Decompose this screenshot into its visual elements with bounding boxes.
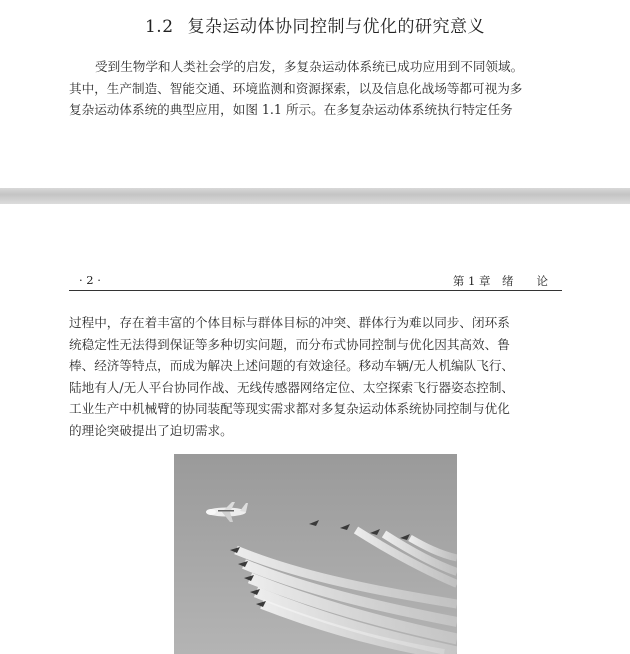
paragraph-line: 统稳定性无法得到保证等多种切实问题，而分布式协同控制与优化因其高效、鲁	[69, 336, 510, 352]
section-number: 1.2	[144, 17, 174, 37]
page-separator	[0, 188, 630, 204]
running-head	[69, 270, 562, 291]
paragraph-line: 的理论突破提出了迫切需求。	[69, 422, 233, 438]
paragraph-line: 工业生产中机械臂的协同装配等现实需求都对多复杂运动体系统协同控制与优化	[69, 401, 510, 416]
formation-flight-photo-icon	[174, 454, 457, 654]
paragraph-line: 棒、经济等特点，而成为解决上述问题的有效途径。移动车辆/无人机编队飞行、	[69, 358, 515, 373]
paragraph-line: 陆地有人/无人平台协同作战、无线传感器网络定位、太空探索飞行器姿态控制、	[69, 379, 515, 395]
paragraph-top	[69, 56, 562, 121]
formation-flight-photo	[174, 454, 457, 654]
paragraph-bottom	[69, 312, 562, 441]
page-top	[0, 0, 630, 188]
paragraph-line: 复杂运动体系统的典型应用，如图 1.1 所示。在多复杂运动体系统执行特定任务	[69, 102, 513, 117]
section-heading	[0, 12, 630, 37]
page-number: · 2 ·	[79, 273, 101, 287]
paragraph-line: 过程中，存在着丰富的个体目标与群体目标的冲突、群体行为难以同步、闭环系	[69, 315, 510, 330]
chapter-title: 第 1 章 绪 论	[452, 274, 548, 288]
paragraph-line: 其中，生产制造、智能交通、环境监测和资源探索，以及信息化战场等都可视为多	[69, 80, 523, 96]
section-title-text: 复杂运动体协同控制与优化的研究意义	[187, 17, 486, 37]
page-bottom	[0, 204, 630, 644]
paragraph-line: 受到生物学和人类社会学的启发，多复杂运动体系统已成功应用到不同领域。	[95, 59, 524, 74]
